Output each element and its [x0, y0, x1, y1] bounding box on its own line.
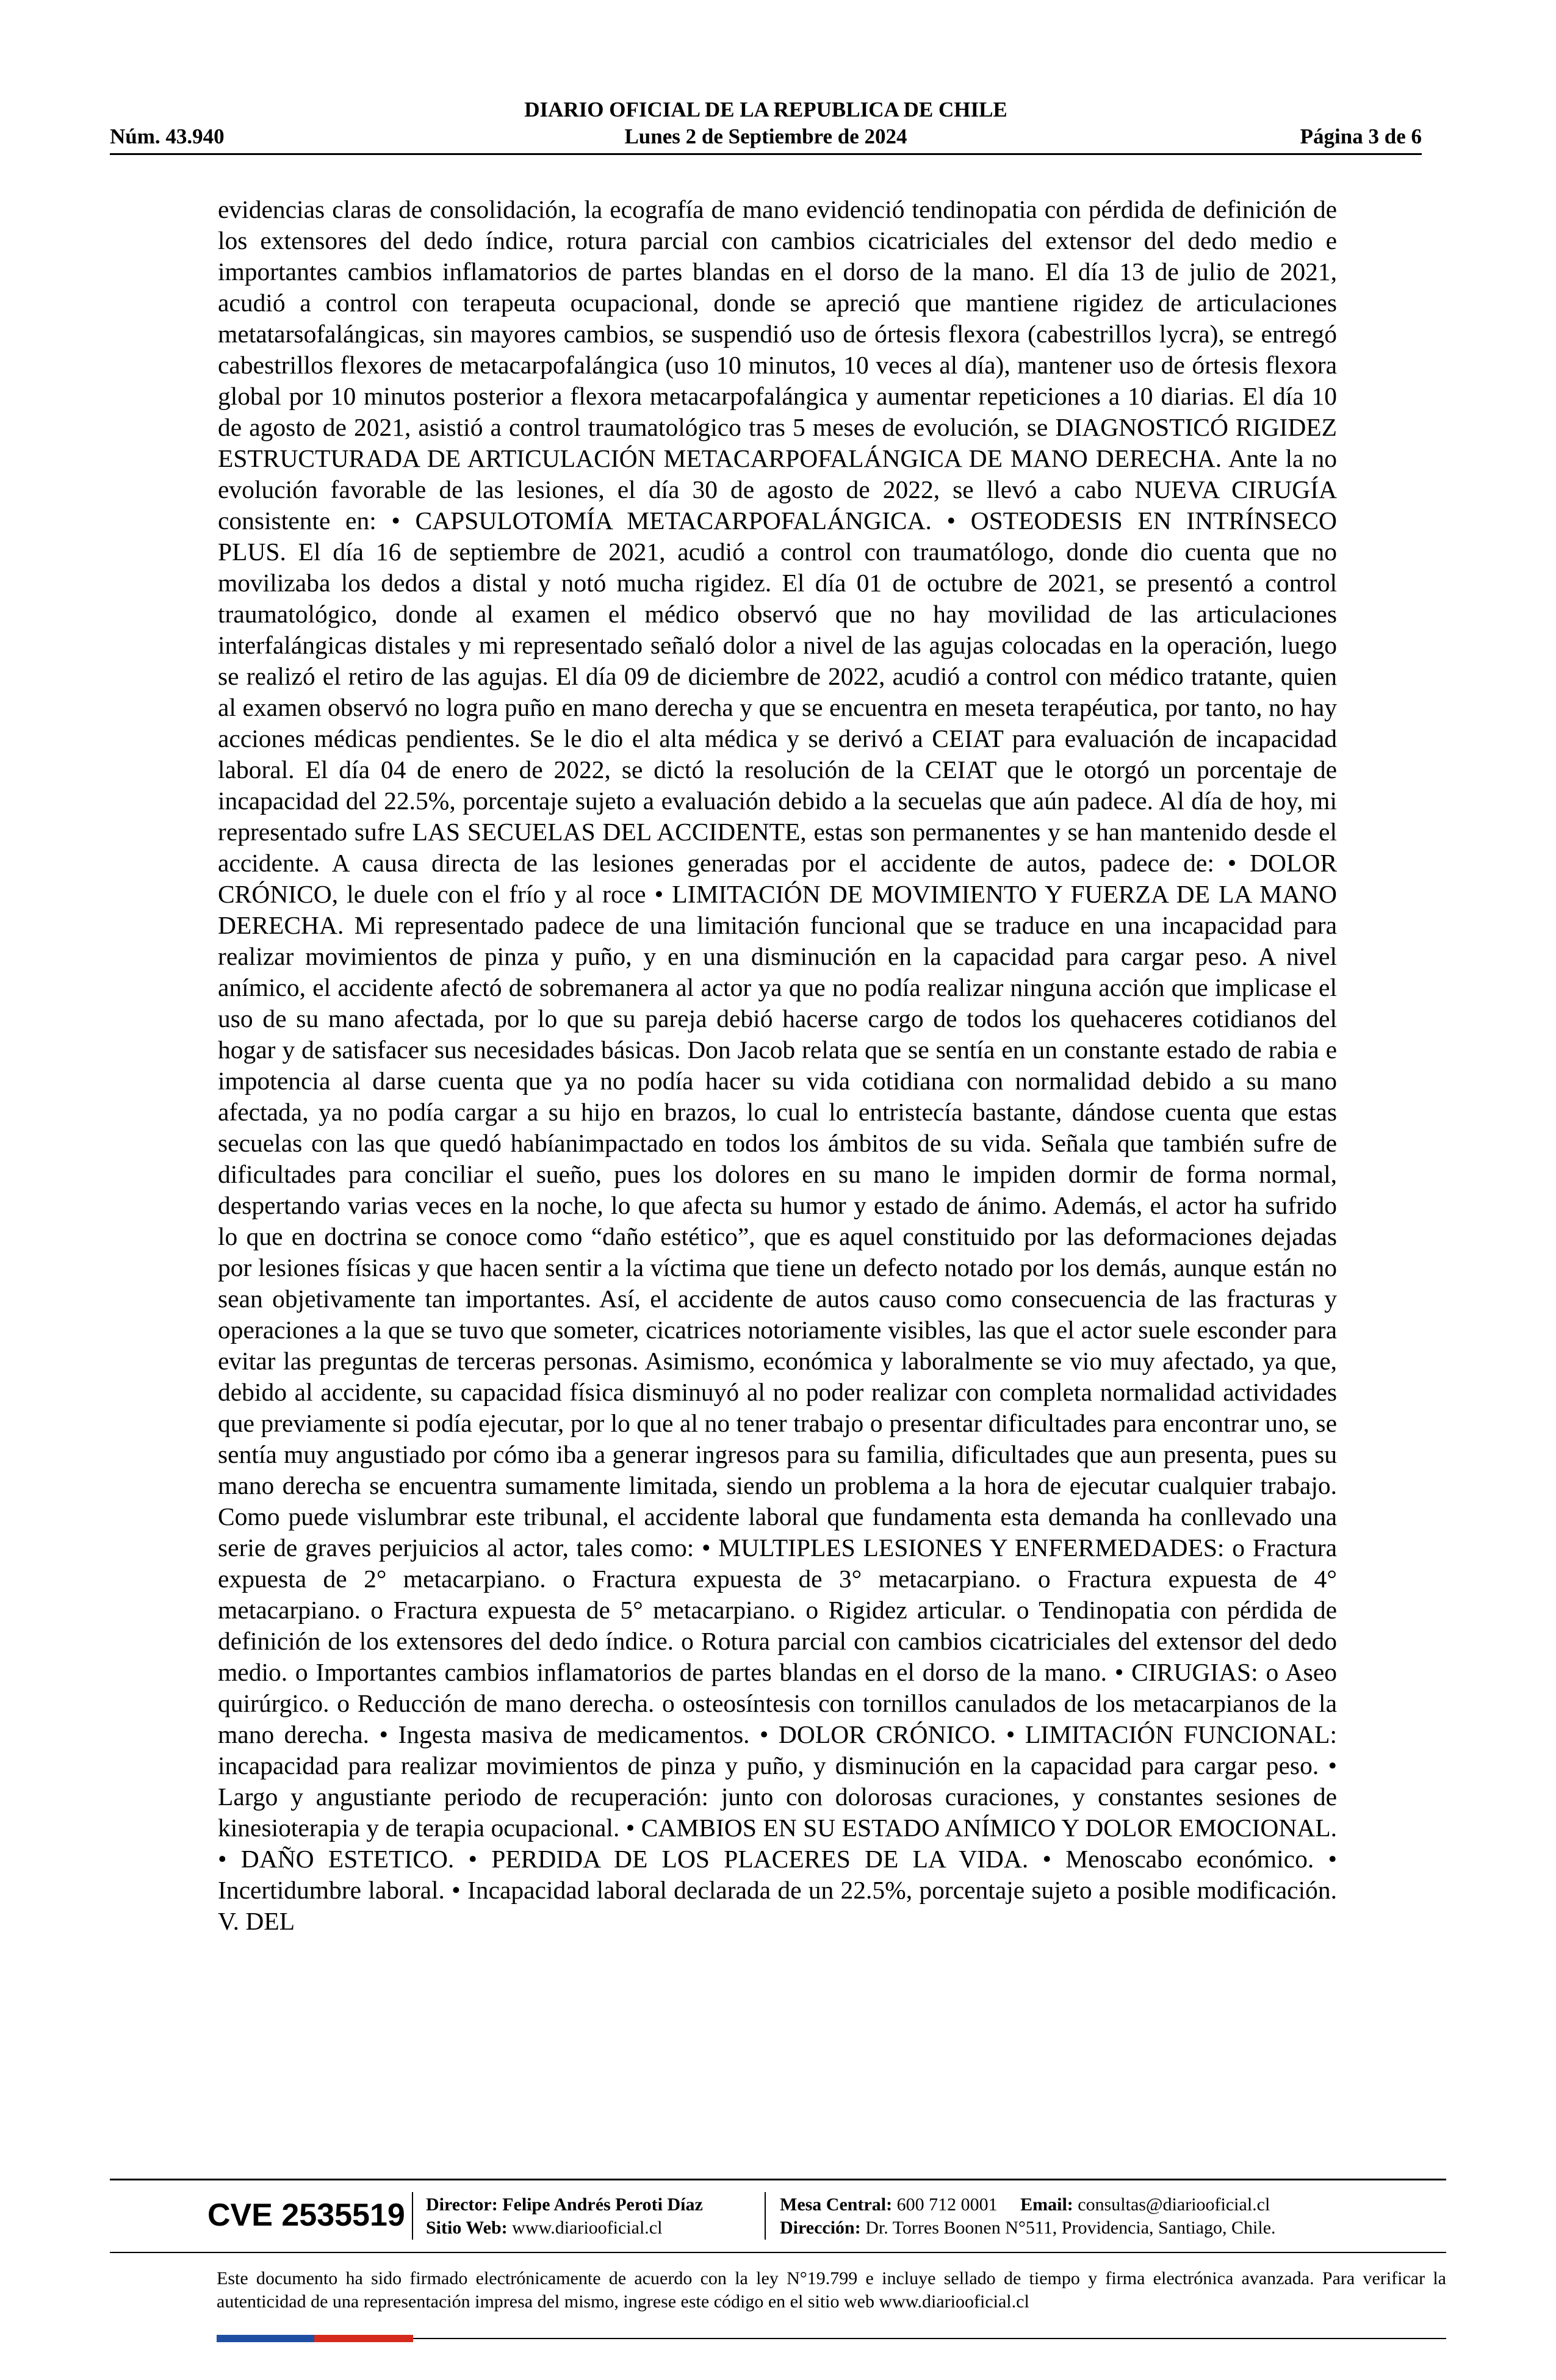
director-label: Director:: [426, 2194, 498, 2215]
email-link[interactable]: consultas@diariooficial.cl: [1078, 2194, 1270, 2215]
footer-separator: [765, 2192, 766, 2240]
footer-separator: [412, 2192, 413, 2240]
address-value: Dr. Torres Boonen N°511, Providencia, Santiago, Chile.: [865, 2218, 1276, 2238]
site-label: Sitio Web:: [426, 2218, 508, 2238]
footer-director-block: [426, 2193, 703, 2240]
issue-date: Lunes 2 de Septiembre de 2024: [624, 124, 907, 148]
footer-top-divider: [110, 2179, 1446, 2180]
flag-color-bar: [217, 2335, 413, 2342]
footer-bottom-divider: [413, 2338, 1446, 2339]
electronic-signature-note: Este documento ha sido firmado electrónicamente de acuerdo con la ley N°19.799 e incluye sellado de tiempo y firma electrónica avanzada. Para verificar la autenticidad de una representación impresa del mismo, ingrese este código en el sitio web www.diariooficial.cl: [217, 2268, 1446, 2312]
director-line: [426, 2193, 703, 2216]
page-footer: [110, 2179, 1446, 2362]
director-name: Felipe Andrés Peroti Díaz: [502, 2194, 703, 2215]
footer-middle-divider: [110, 2252, 1446, 2253]
flag-red-segment: [314, 2335, 413, 2342]
phone-label: Mesa Central:: [780, 2194, 893, 2215]
cve-code: CVE 2535519: [207, 2198, 405, 2233]
site-line: [426, 2216, 703, 2240]
newspaper-title: DIARIO OFICIAL DE LA REPUBLICA DE CHILE: [524, 98, 1007, 121]
phone-value: 600 712 0001: [896, 2194, 998, 2215]
address-line: [780, 2216, 1276, 2240]
issue-number: Núm. 43.940: [110, 124, 225, 148]
contact-line: [780, 2193, 1276, 2216]
flag-blue-segment: [217, 2335, 314, 2342]
header-divider: [110, 153, 1422, 155]
site-link[interactable]: www.diariooficial.cl: [512, 2218, 663, 2238]
email-label: Email:: [1020, 2194, 1073, 2215]
body-paragraph: evidencias claras de consolidación, la ecografía de mano evidenció tendinopatia con pérdida de definición de los extensores del dedo índice, rotura parcial con cambios cicatriciales del extensor del dedo medio e importantes cambios inflamatorios de partes blandas en el dorso de la mano. El día 13 de julio de 2021, acudió a control con terapeuta ocupacional, donde se apreció que mantiene rigidez de articulaciones metatarsofalángicas, sin mayores cambios, se suspendió uso de órtesis flexora (cabestrillos lycra), se entregó cabestrillos flexores de metacarpofalángica (uso 10 minutos, 10 veces al día), mantener uso de órtesis flexora global por 10 minutos posterior a flexora metacarpofalángica y aumentar repeticiones a 10 diarias. El día 10 de agosto de 2021, asistió a control traumatológico tras 5 meses de evolución, se DIAGNOSTICÓ RIGIDEZ ESTRUCTURADA DE ARTICULACIÓN METACARPOFALÁNGICA DE MANO DERECHA. Ante la no evolución favorable de las lesiones, el día 30 de agosto de 2022, se llevó a cabo NUEVA CIRUGÍA consistente en: • CAPSULOTOMÍA METACARPOFALÁNGICA. • OSTEODESIS EN INTRÍNSECO PLUS. El día 16 de septiembre de 2021, acudió a control con traumatólogo, donde dio cuenta que no movilizaba los dedos a distal y notó mucha rigidez. El día 01 de octubre de 2021, se presentó a control traumatológico, donde al examen el médico observó que no hay movilidad de las articulaciones interfalángicas distales y mi representado señaló dolor a nivel de las agujas colocadas en la operación, luego se realizó el retiro de las agujas. El día 09 de diciembre de 2022, acudió a control con médico tratante, quien al examen observó no logra puño en mano derecha y que se encuentra en meseta terapéutica, por tanto, no hay acciones médicas pendientes. Se le dio el alta médica y se derivó a CEIAT para evaluación de incapacidad laboral. El día 04 de enero de 2022, se dictó la resolución de la CEIAT que le otorgó un porcentaje de incapacidad del 22.5%, porcentaje sujeto a evaluación debido a la secuelas que aún padece. Al día de hoy, mi representado sufre LAS SECUELAS DEL ACCIDENTE, estas son permanentes y se han mantenido desde el accidente. A causa directa de las lesiones generadas por el accidente de autos, padece de: • DOLOR CRÓNICO, le duele con el frío y al roce • LIMITACIÓN DE MOVIMIENTO Y FUERZA DE LA MANO DERECHA. Mi representado padece de una limitación funcional que se traduce en una incapacidad para realizar movimientos de pinza y puño, y en una disminución en la capacidad para cargar peso. A nivel anímico, el accidente afectó de sobremanera al actor ya que no podía realizar ninguna acción que implicase el uso de su mano afectada, por lo que su pareja debió hacerse cargo de todos los quehaceres cotidianos del hogar y de satisfacer sus necesidades básicas. Don Jacob relata que se sentía en un constante estado de rabia e impotencia al darse cuenta que ya no podía hacer su vida cotidiana con normalidad debido a su mano afectada, ya no podía cargar a su hijo en brazos, lo cual lo entristecía bastante, dándose cuenta que estas secuelas con las que quedó habíanimpactado en todos los ámbitos de su vida. Señala que también sufre de dificultades para conciliar el sueño, pues los dolores en su mano le impiden dormir de forma normal, despertando varias veces en la noche, lo que afecta su humor y estado de ánimo. Además, el actor ha sufrido lo que en doctrina se conoce como “daño estético”, que es aquel constituido por las deformaciones dejadas por lesiones físicas y que hacen sentir a la víctima que tiene un defecto notado por los demás, aunque están no sean objetivamente tan importantes. Así, el accidente de autos causo como consecuencia de las fracturas y operaciones a la que se tuvo que someter, cicatrices notoriamente visibles, las que el actor suele esconder para evitar las preguntas de terceras personas. Asimismo, económica y laboralmente se vio muy afectado, ya que, debido al accidente, su capacidad física disminuyó al no poder realizar con completa normalidad actividades que previamente si podía ejecutar, por lo que al no tener trabajo o presentar dificultades para encontrar uno, se sentía muy angustiado por cómo iba a generar ingresos para su familia, dificultades que aun presenta, pues su mano derecha se encuentra sumamente limitada, siendo un problema a la hora de ejecutar cualquier trabajo. Como puede vislumbrar este tribunal, el accidente laboral que fundamenta esta demanda ha conllevado una serie de graves perjuicios al actor, tales como: • MULTIPLES LESIONES Y ENFERMEDADES: o Fractura expuesta de 2° metacarpiano. o Fractura expuesta de 3° metacarpiano. o Fractura expuesta de 4° metacarpiano. o Fractura expuesta de 5° metacarpiano. o Rigidez articular. o Tendinopatia con pérdida de definición de los extensores del dedo índice. o Rotura parcial con cambios cicatriciales del extensor del dedo medio. o Importantes cambios inflamatorios de partes blandas en el dorso de la mano. • CIRUGIAS: o Aseo quirúrgico. o Reducción de mano derecha. o osteosíntesis con tornillos canulados de los metacarpianos de la mano derecha. • Ingesta masiva de medicamentos. • DOLOR CRÓNICO. • LIMITACIÓN FUNCIONAL: incapacidad para realizar movimientos de pinza y puño, y disminución en la capacidad para cargar peso. • Largo y angustiante periodo de recuperación: junto con dolorosas curaciones, y constantes sesiones de kinesioterapia y de terapia ocupacional. • CAMBIOS EN SU ESTADO ANÍMICO Y DOLOR EMOCIONAL. • DAÑO ESTETICO. • PERDIDA DE LOS PLACERES DE LA VIDA. • Menoscabo económico. • Incertidumbre laboral. • Incapacidad laboral declarada de un 22.5%, porcentaje sujeto a posible modificación. V. DEL: [218, 195, 1337, 1935]
address-label: Dirección:: [780, 2218, 861, 2238]
footer-contact-block: [780, 2193, 1276, 2240]
page-indicator: Página 3 de 6: [1300, 124, 1422, 148]
page-header: [110, 92, 1422, 159]
